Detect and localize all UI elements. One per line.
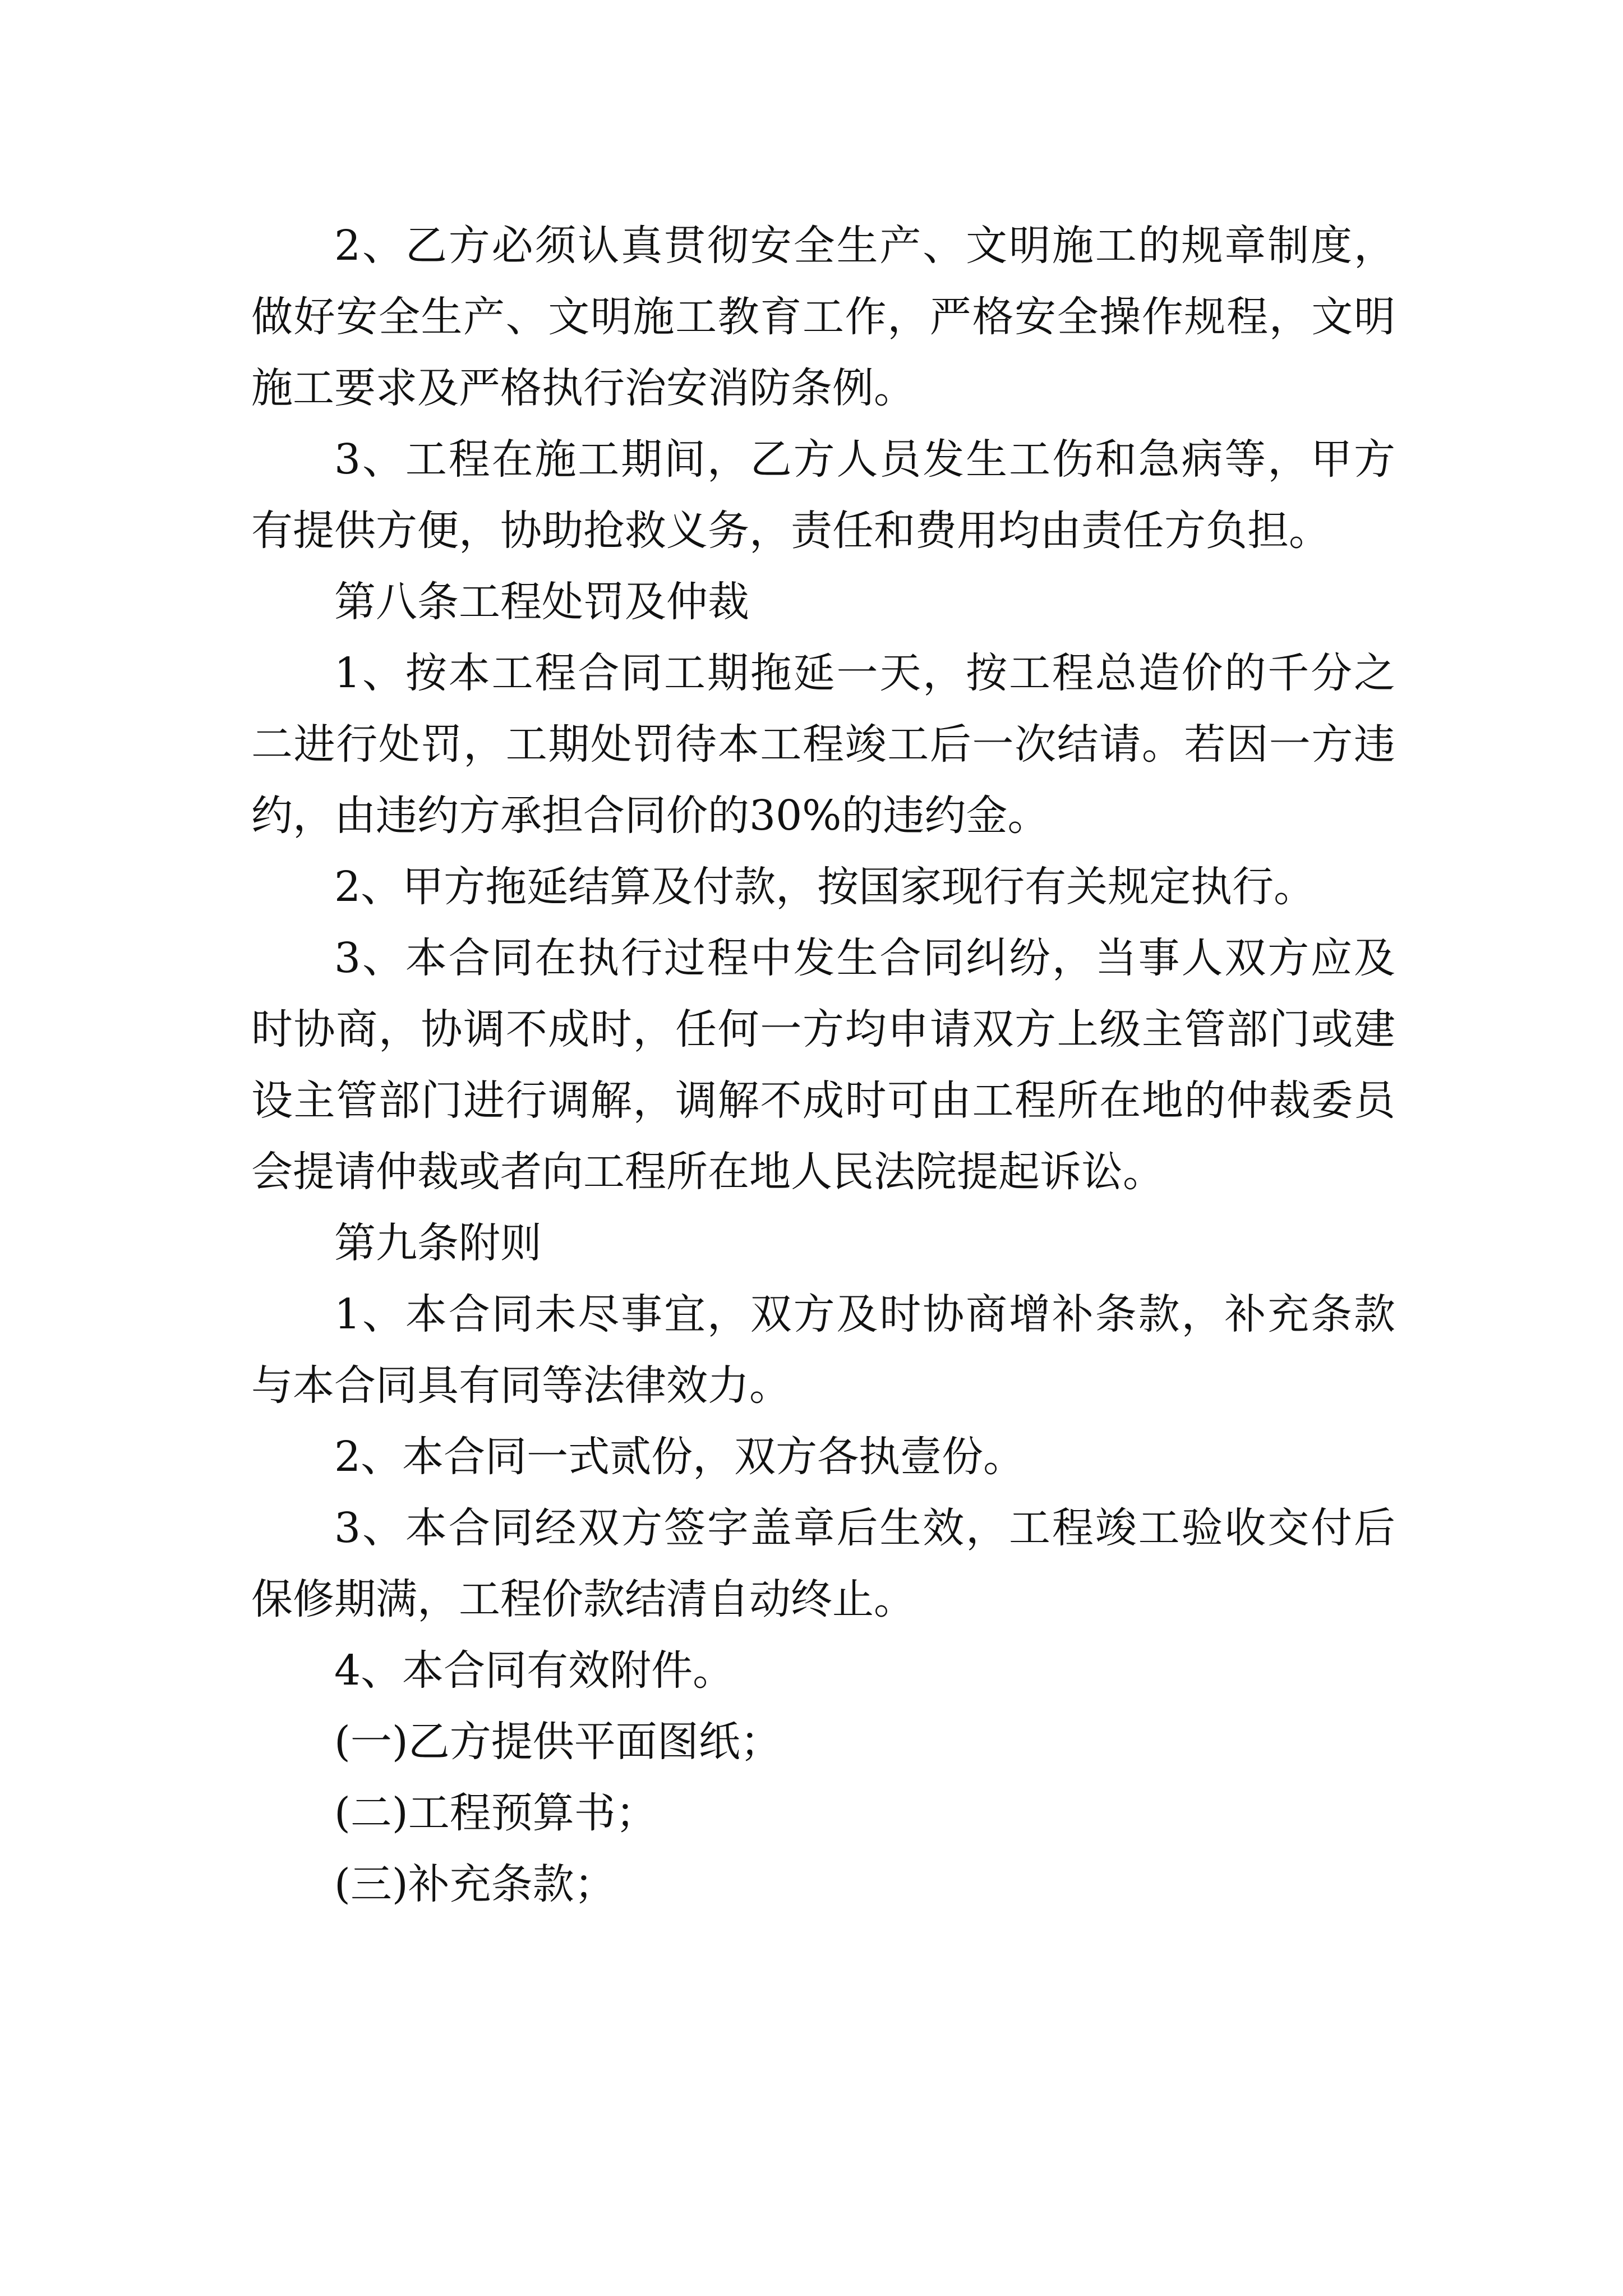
- clause-9-item-4: 4、本合同有效附件。: [334, 1646, 735, 1695]
- attachment-item-2: (二)工程预算书；: [334, 1789, 657, 1837]
- clause-8-item-1: 1、按本工程合同工期拖延一天，按工程总造价的千分之二进行处罚，工期处罚待本工程竣工后一次结请。若因一方违约，由违约方承担合同价的30%的违约金。: [251, 649, 1395, 840]
- clause-8-item-2: 2、甲方拖延结算及付款，按国家现行有关规定执行。: [334, 863, 1316, 911]
- clause-9-heading: 第九条附则: [334, 1219, 542, 1267]
- clause-8-item-3: 3、本合同在执行过程中发生合同纠纷，当事人双方应及时协商，协调不成时，任何一方均申请双方上级主管部门或建设主管部门进行调解，调解不成时可由工程所在地的仲裁委员会提请仲裁或者向工程所在地人民法院提起诉讼。: [251, 934, 1395, 1196]
- attachment-item-3: (三)补充条款；: [334, 1860, 616, 1908]
- clause-8-heading: 第八条工程处罚及仲裁: [334, 578, 749, 626]
- clause-9-item-3: 3、本合同经双方签字盖章后生效，工程竣工验收交付后保修期满，工程价款结清自动终止。: [251, 1504, 1395, 1623]
- document-body: [251, 210, 1395, 1920]
- clause-7-item-2: 2、乙方必须认真贯彻安全生产、文明施工的规章制度，做好安全生产、文明施工教育工作，严格安全操作规程，文明施工要求及严格执行治安消防条例。: [251, 222, 1395, 412]
- clause-9-item-2: 2、本合同一式贰份，双方各执壹份。: [334, 1433, 1025, 1481]
- clause-9-item-1: 1、本合同未尽事宜，双方及时协商增补条款，补充条款与本合同具有同等法律效力。: [251, 1290, 1395, 1410]
- clause-7-item-3: 3、工程在施工期间，乙方人员发生工伤和急病等，甲方有提供方便，协助抢救义务，责任和费用均由责任方负担。: [251, 435, 1395, 555]
- attachment-item-1: (一)乙方提供平面图纸；: [334, 1718, 782, 1766]
